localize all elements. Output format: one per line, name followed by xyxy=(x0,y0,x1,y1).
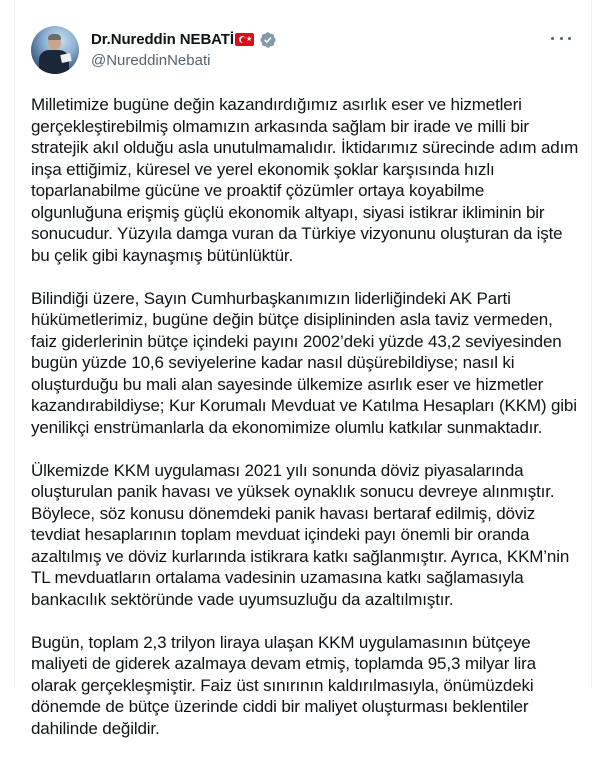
more-options-button[interactable] xyxy=(551,32,571,44)
tweet-paragraph: Bugün, toplam 2,3 trilyon liraya ulaşan KKM uygulamasının bütçeye maliyeti de giderek azalmaya devam etmiş, toplamda 95,3 milyar lira olarak gerçekleşmiştir. Faiz üst sınırının kaldırılmasıyla, önümüzdeki dönemde de bütçe üzerinde ciddi bir maliyet oluşturması beklentiler dahilinde değildir. xyxy=(31,632,536,738)
tweet-paragraph: Bilindiği üzere, Sayın Cumhurbaşkanımızın liderliğindeki AK Parti hükümetlerimiz, bugüne değin bütçe disiplininden asla taviz vermeden, faiz giderlerinin bütçe içindeki payını 2002’deki yüzde 43,2 seviyesinden bugün yüzde 10,6 seviyelerine kadar nasıl düşürebildiyse; nasıl ki oluşturduğu bu mali alan sayesinde ülkemize asırlık eser ve hizmetler kazandırabildiyse; Kur Korumalı Mevduat ve Katılma Hesapları (KKM) gibi yenilikçi enstrümanlarla da ekonomimize olumlu katkılar sunmaktadır. xyxy=(31,288,577,437)
tweet-paragraph: Ülkemizde KKM uygulaması 2021 yılı sonunda döviz piyasalarında oluşturulan panik havası ve yüksek oynaklık sonucu devreye alınmıştır. Böylece, söz konusu dönemdeki panik havası bertaraf edilmiş, döviz tevdiat hesaplarının toplam mevduat içindeki payı önemli bir oranda azaltılmış ve döviz kurlarında istikrara katkı sağlanmıştır. Ayrıca, KKM’nin TL mevduatların ortalama vadesinin uzamasına katkı sağlamasıyla bankacılık sektöründe vade uyumsuzluğu da azaltılmıştır. xyxy=(31,460,570,609)
avatar[interactable] xyxy=(31,26,79,74)
more-horizontal-icon-dot xyxy=(568,37,571,40)
display-name-row xyxy=(91,30,277,50)
more-horizontal-icon xyxy=(551,37,554,40)
tweet-text xyxy=(31,94,579,761)
avatar-person-hair xyxy=(48,34,61,40)
tweet-header xyxy=(31,26,277,74)
turkey-flag-icon xyxy=(235,33,254,46)
author-handle[interactable]: @NureddinNebati xyxy=(91,51,211,69)
more-horizontal-icon-dot xyxy=(560,37,563,40)
flag-star: ★ xyxy=(245,36,253,43)
avatar-paper xyxy=(60,53,71,63)
author-names xyxy=(91,30,277,71)
verified-badge-icon[interactable] xyxy=(259,31,277,49)
display-name[interactable]: Dr.Nureddin NEBATİ xyxy=(91,31,234,48)
tweet-card xyxy=(14,0,592,738)
tweet-paragraph: Milletimize bugüne değin kazandırdığımız asırlık eser ve hizmetleri gerçekleştirebilmiş olmamızın arkasında sağlam bir irade ve milli bir stratejik akıl olduğu asla unutulmamalıdır. İktidarımız sürecinde adım adım inşa ettiğimiz, küresel ve yerel ekonomik şoklar karşısında hızlı toparlanabilme gücüne ve proaktif çözümler ortaya koyabilme olgunluğuna erişmiş güçlü ekonomik altyapı, siyasi istikrar ikliminin bir sonucudur. Yüzyıla damga vuran da Türkiye vizyonunu oluşturan da işte bu çelik gibi kaynaşmış bütünlüktür. xyxy=(31,95,579,265)
